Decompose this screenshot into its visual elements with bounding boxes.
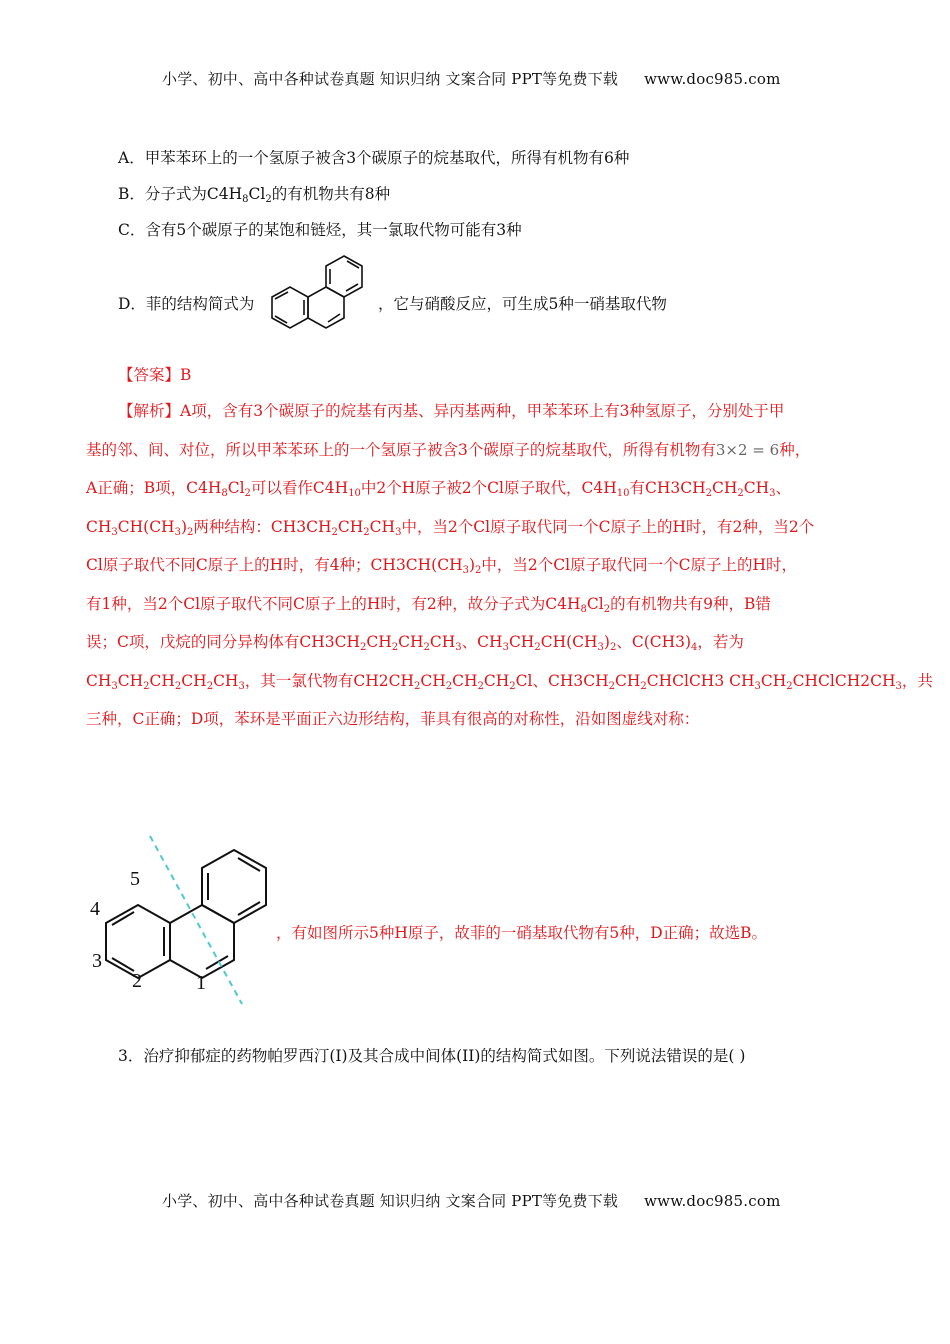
- option-c: C．含有5个碳原子的某饱和链烃，其一氯取代物可能有3种: [118, 221, 522, 239]
- analysis-line-9: 三种，C正确；D项，苯环是平面正六边形结构，菲具有很高的对称性，沿如图虚线对称：: [86, 710, 700, 728]
- analysis-line-3: A正确；B项，$C4H_8Cl_2$可以看作$C4H_{10}$中2个H原子被2个Cl原子取代，$C4H_{10}$有$CH3CH_2CH_2CH_3$、: [86, 479, 792, 499]
- header-text: 小学、初中、高中各种试卷真题 知识归纳 文案合同 PPT等免费下载: [162, 70, 619, 88]
- page-footer: [162, 1190, 781, 1211]
- position-label-2: 2: [132, 970, 142, 992]
- footer-text: 小学、初中、高中各种试卷真题 知识归纳 文案合同 PPT等免费下载: [162, 1192, 619, 1210]
- analysis-line-7: 误；C项，戊烷的同分异构体有$CH3CH_2CH_2CH_2CH_3$、$CH_3CH_2CH(CH_3)_2$、$C(CH3)_4$，若为: [86, 633, 744, 653]
- answer-line: [118, 356, 191, 395]
- page-header: [162, 68, 781, 89]
- footer-url[interactable]: www.doc985.com: [644, 1192, 781, 1210]
- header-url[interactable]: www.doc985.com: [644, 70, 781, 88]
- analysis-line-8: $CH_3CH_2CH_2CH_2CH_3$，其一氯代物有$CH2CH_2CH_2CH_2CH_2Cl$、$CH3CH_2CH_2CHClCH3$ $CH_3CH_2CHClCH2CH_3$，共: [86, 671, 933, 692]
- analysis-block: [86, 392, 933, 739]
- analysis-line-1: 【解析】A项，含有3个碳原子的烷基有丙基、异丙基两种，甲苯苯环上有3种氢原子，分别处于甲: [118, 402, 785, 420]
- option-d-suffix: ，它与硝酸反应，可生成5种一硝基取代物: [378, 295, 667, 313]
- phenanthrene-numbered-figure: [84, 830, 274, 1010]
- question-3: 3．治疗抑郁症的药物帕罗西汀(I)及其合成中间体(II)的结构简式如图。下列说法错误的是( ): [118, 1047, 746, 1065]
- analysis-line-2: 基的邻、间、对位，所以甲苯苯环上的一个氢原子被含3个碳原子的烷基取代，所得有机物有3×2 = 6种，: [86, 440, 811, 459]
- answer-label: 【答案】: [118, 366, 181, 384]
- analysis-line-5: Cl原子取代不同C原子上的H时，有4种；$CH3CH(CH_3)_2$中，当2个Cl原子取代同一个C原子上的H时，: [86, 556, 797, 576]
- option-d: [118, 292, 254, 314]
- analysis-line-6: 有1种，当2个Cl原子取代不同C原子上的H时，有2种，故分子式为$C4H_8Cl_2$的有机物共有9种，B错: [86, 594, 771, 615]
- option-b: B．分子式为$C4H_8Cl_2$的有机物共有8种: [118, 185, 391, 205]
- analysis-equation: 3×2 = 6: [715, 440, 780, 459]
- position-label-1: 1: [196, 972, 206, 994]
- position-label-3: 3: [92, 950, 102, 972]
- position-label-4: 4: [90, 898, 100, 920]
- answer-value: B: [180, 366, 192, 384]
- option-a: A．甲苯苯环上的一个氢原子被含3个碳原子的烷基取代，所得有机物有6种: [118, 149, 630, 167]
- option-d-prefix: D．菲的结构简式为: [118, 295, 255, 313]
- analysis-line-4: $CH_3CH(CH_3)_2$两种结构：$CH3CH_2CH_2CH_3$中，当2个Cl原子取代同一个C原子上的H时，有2种，当2个: [86, 517, 815, 538]
- position-label-5: 5: [130, 868, 140, 890]
- analysis-conclusion: ，有如图所示5种H原子，故菲的一硝基取代物有5种，D正确；故选B。: [276, 924, 768, 942]
- phenanthrene-small-structure: [262, 246, 382, 342]
